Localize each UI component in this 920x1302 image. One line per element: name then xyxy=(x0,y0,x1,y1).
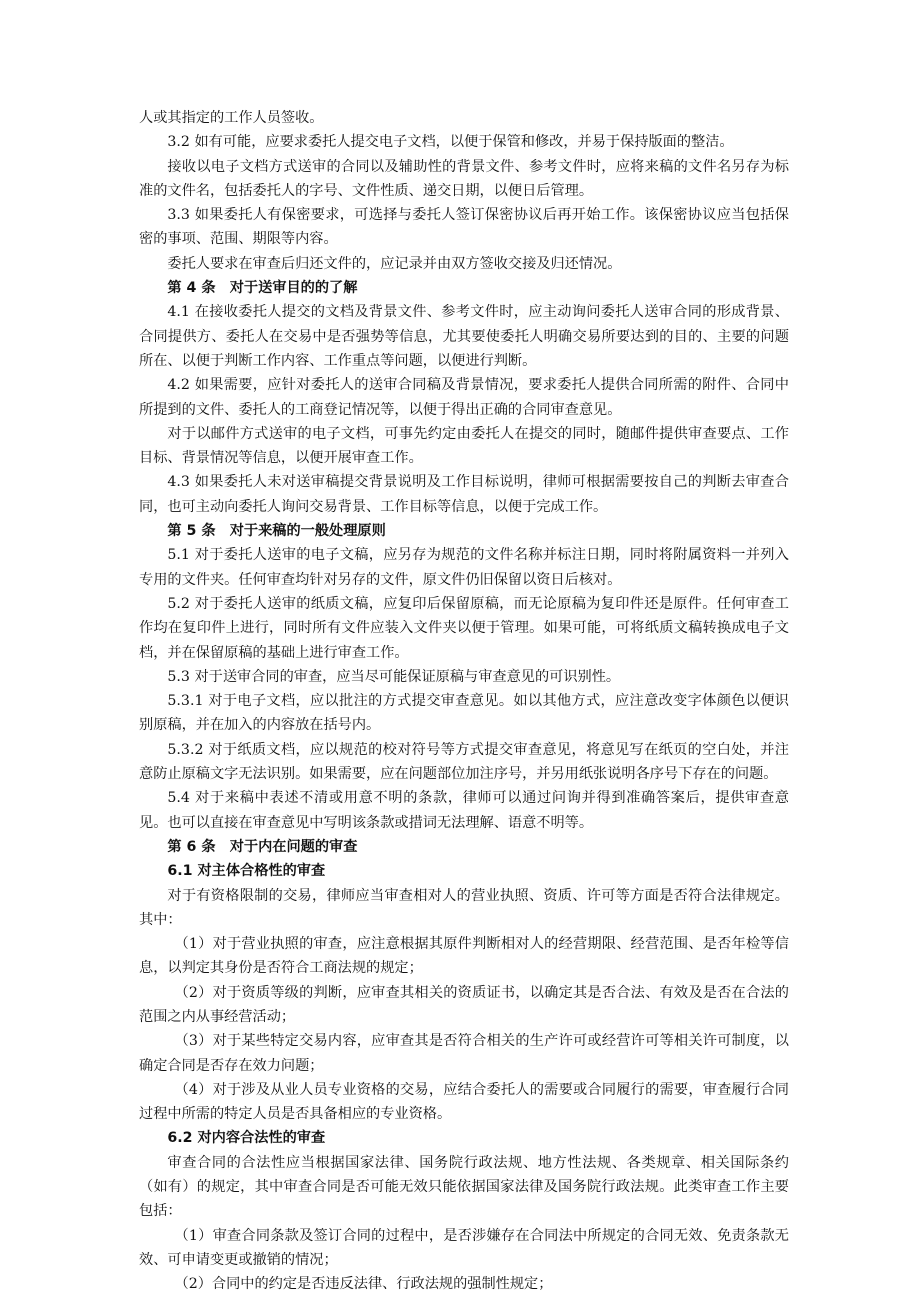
section-6-1-heading: 6.1 对主体合格性的审查 xyxy=(167,863,326,880)
paragraph-3-2: 3.2 如有可能，应要求委托人提交电子文档，以便于保管和修改，并易于保持版面的整洁。 xyxy=(167,134,734,151)
list-item: （2）对于资质等级的判断，应审查其相关的资质证书，以确定其是否合法、有效及是否在合法的范围之内从事经营活动； xyxy=(139,984,789,1025)
document-page xyxy=(139,106,789,1297)
paragraph-5-3: 5.3 对于送审合同的审查，应当尽可能保证原稿与审查意见的可识别性。 xyxy=(167,668,621,685)
list-item: （2）合同中的约定是否违反法律、行政法规的强制性规定； xyxy=(174,1276,553,1293)
paragraph: 审查合同的合法性应当根据国家法律、国务院行政法规、地方性法规、各类规章、相关国际条约（如有）的规定，其中审查合同是否可能无效只能依据国家法律及国务院行政法规。此类审查工作主要包括： xyxy=(139,1154,789,1220)
paragraph: 委托人要求在审查后归还文件的，应记录并由双方签收交接及归还情况。 xyxy=(167,255,622,272)
section-6-2-heading: 6.2 对内容合法性的审查 xyxy=(167,1130,326,1147)
paragraph-3-3: 3.3 如果委托人有保密要求，可选择与委托人签订保密协议后再开始工作。该保密协议应当包括保密的事项、范围、期限等内容。 xyxy=(139,207,789,248)
paragraph-4-1: 4.1 在接收委托人提交的文档及背景文件、参考文件时，应主动询问委托人送审合同的形成背景、合同提供方、委托人在交易中是否强势等信息，尤其要使委托人明确交易所要达到的目的、主要的问题所在、以便于判断工作内容、工作重点等问题，以便进行判断。 xyxy=(139,304,789,369)
article-4-heading: 第 4 条 对于送审目的的了解 xyxy=(167,280,358,297)
list-item: （1）审查合同条款及签订合同的过程中，是否涉嫌存在合同法中所规定的合同无效、免责条款无效、可申请变更或撤销的情况； xyxy=(139,1227,789,1268)
paragraph-4-3: 4.3 如果委托人未对送审稿提交背景说明及工作目标说明，律师可根据需要按自己的判断去审查合同，也可主动向委托人询问交易背景、工作目标等信息，以便于完成工作。 xyxy=(139,474,789,515)
paragraph-5-3-1: 5.3.1 对于电子文档，应以批注的方式提交审查意见。如以其他方式，应注意改变字体颜色以便识别原稿，并在加入的内容放在括号内。 xyxy=(139,693,789,734)
paragraph-5-4: 5.4 对于来稿中表述不清或用意不明的条款，律师可以通过问询并得到准确答案后，提供审查意见。也可以直接在审查意见中写明该条款或措词无法理解、语意不明等。 xyxy=(139,790,789,831)
continuation-line: 人或其指定的工作人员签收。 xyxy=(139,110,324,126)
list-item: （1）对于营业执照的审查，应注意根据其原件判断相对人的经营期限、经营范围、是否年检等信息，以判定其身份是否符合工商法规的规定； xyxy=(139,936,789,977)
paragraph-5-3-2: 5.3.2 对于纸质文档，应以规范的校对符号等方式提交审查意见，将意见写在纸页的空白处，并注意防止原稿文字无法识别。如果需要，应在问题部位加注序号，并另用纸张说明各序号下存在的问题。 xyxy=(139,741,789,783)
list-item: （3）对于某些特定交易内容，应审查其是否符合相关的生产许可或经营许可等相关许可制度，以确定合同是否存在效力问题； xyxy=(139,1033,789,1074)
article-6-heading: 第 6 条 对于内在问题的审查 xyxy=(167,838,358,855)
paragraph-5-1: 5.1 对于委托人送审的电子文稿，应另存为规范的文件名称并标注日期，同时将附属资料一并列入专用的文件夹。任何审查均针对另存的文件，原文件仍旧保留以资日后核对。 xyxy=(139,547,789,588)
paragraph: 对于有资格限制的交易，律师应当审查相对人的营业执照、资质、许可等方面是否符合法律规定。其中： xyxy=(139,887,789,928)
paragraph: 接收以电子文档方式送审的合同以及辅助性的背景文件、参考文件时，应将来稿的文件名另存为标准的文件名，包括委托人的字号、文件性质、递交日期，以便日后管理。 xyxy=(139,158,789,199)
list-item: （4）对于涉及从业人员专业资格的交易，应结合委托人的需要或合同履行的需要，审查履行合同过程中所需的特定人员是否具备相应的专业资格。 xyxy=(139,1081,789,1123)
paragraph-5-2: 5.2 对于委托人送审的纸质文稿，应复印后保留原稿，而无论原稿为复印件还是原件。任何审查工作均在复印件上进行，同时所有文件应装入文件夹以便于管理。如果可能，可将纸质文稿转换成电子文档，并在保留原稿的基础上进行审查工作。 xyxy=(139,595,789,661)
article-5-heading: 第 5 条 对于来稿的一般处理原则 xyxy=(167,523,386,540)
paragraph-4-2: 4.2 如果需要，应针对委托人的送审合同稿及背景情况，要求委托人提供合同所需的附件、合同中所提到的文件、委托人的工商登记情况等，以便于得出正确的合同审查意见。 xyxy=(139,377,789,418)
paragraph: 对于以邮件方式送审的电子文档，可事先约定由委托人在提交的同时，随邮件提供审查要点、工作目标、背景情况等信息，以便开展审查工作。 xyxy=(139,425,789,467)
